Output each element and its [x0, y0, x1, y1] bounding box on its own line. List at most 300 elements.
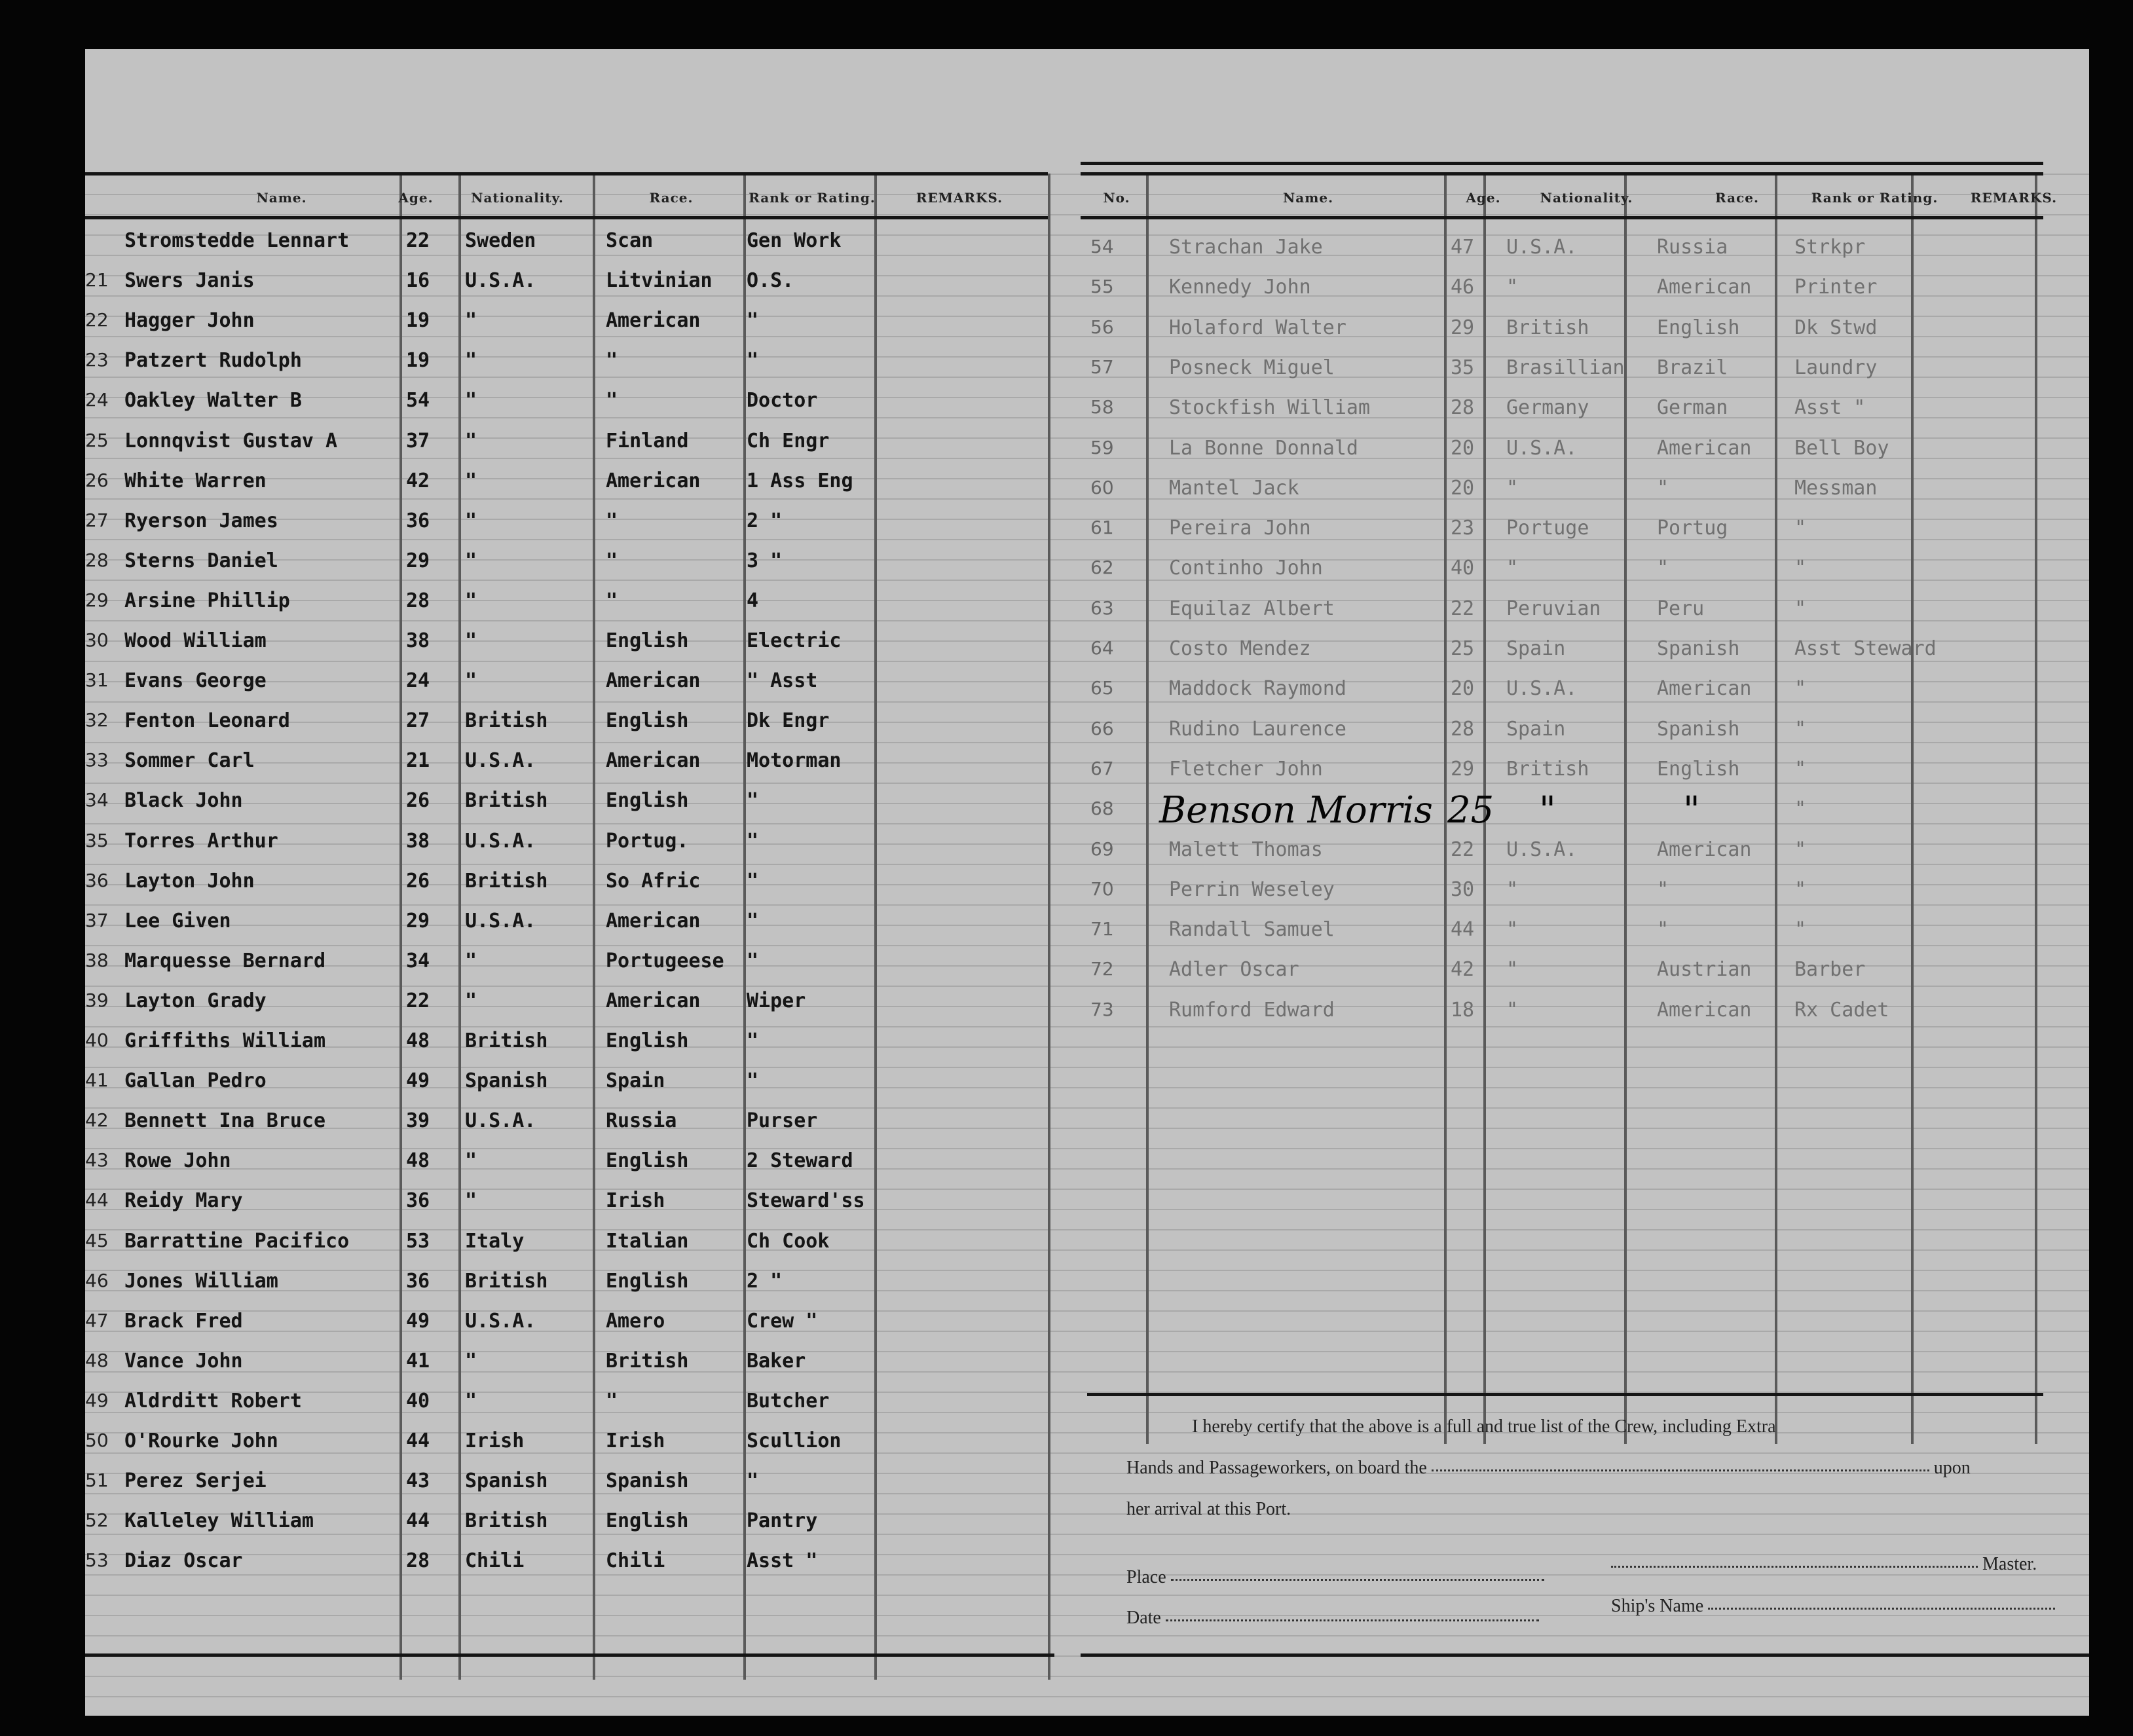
header-rank-left: Rank or Rating.: [749, 190, 876, 206]
crew-rank: O.S.: [747, 269, 794, 292]
crew-rank: 3 ": [747, 549, 783, 572]
crew-nationality: ": [1506, 276, 1519, 299]
crew-rank: Wiper: [747, 989, 806, 1012]
crew-race: English: [1657, 316, 1740, 339]
crew-rank: ": [747, 910, 759, 933]
crew-age: 40: [1451, 557, 1475, 580]
crew-nationality: U.S.A.: [1506, 677, 1578, 700]
crew-nationality: ": [465, 1189, 477, 1212]
crew-name: Oakley Walter B: [124, 389, 302, 412]
ruled-line: [85, 316, 2089, 317]
crew-name: Jones William: [124, 1270, 278, 1293]
crew-age: 24: [406, 669, 430, 692]
row-number: 66: [1090, 718, 1114, 739]
crew-rank: Scullion: [747, 1430, 842, 1452]
crew-age: 25: [1451, 637, 1475, 660]
header-remarks-right: REMARKS.: [1970, 190, 2058, 206]
row-number: 24: [85, 389, 109, 411]
row-number: 37: [85, 910, 109, 931]
crew-age: 29: [406, 549, 430, 572]
crew-rank: Baker: [747, 1350, 806, 1373]
crew-nationality: ": [1506, 477, 1519, 500]
crew-race: Portugeese: [606, 950, 724, 972]
row-number: 71: [1090, 918, 1114, 940]
crew-rank: ": [1794, 597, 1807, 620]
header-age-right: Age.: [1466, 190, 1501, 206]
crew-race: Austrian: [1657, 958, 1752, 981]
crew-nationality: Italy: [465, 1230, 525, 1253]
crew-age: 37: [406, 430, 430, 452]
ruled-line: [85, 1026, 2089, 1027]
crew-name: Lonnqvist Gustav A: [124, 430, 338, 452]
crew-nationality: U.S.A.: [1506, 437, 1578, 460]
crew-name: Brack Fred: [124, 1310, 243, 1333]
ruled-line: [85, 1635, 2089, 1636]
crew-age: 29: [406, 910, 430, 933]
crew-nationality: ": [1506, 918, 1519, 941]
crew-name: Mantel Jack: [1169, 477, 1299, 500]
crew-age: 44: [406, 1430, 430, 1452]
ruled-line: [85, 1128, 2089, 1129]
ruled-line: [85, 1331, 2089, 1332]
crew-name: Stockfish William: [1169, 396, 1371, 419]
row-number: 34: [85, 789, 109, 811]
row-number: 61: [1090, 517, 1114, 538]
crew-nationality: British: [1506, 758, 1589, 781]
ruled-line: [85, 1067, 2089, 1068]
crew-nationality: British: [1506, 316, 1589, 339]
ruled-line: [85, 742, 2089, 743]
crew-age: 36: [406, 1189, 430, 1212]
crew-name: Layton John: [124, 870, 255, 893]
crew-race: Spanish: [606, 1469, 689, 1492]
crew-nationality: U.S.A.: [465, 910, 536, 933]
header-no-right: No.: [1103, 190, 1130, 206]
crew-nationality: ": [1506, 878, 1519, 901]
crew-name: Rowe John: [124, 1149, 231, 1172]
crew-race: ": [606, 509, 618, 532]
crew-age: 49: [406, 1310, 430, 1333]
crew-nationality: U.S.A.: [1506, 236, 1578, 259]
bottom-rule: [1081, 1653, 2089, 1657]
crew-rank: ": [1794, 878, 1807, 901]
crew-nationality: ": [465, 509, 477, 532]
row-number: 47: [85, 1310, 109, 1331]
crew-rank: ": [747, 1469, 759, 1492]
crew-race: American: [606, 669, 701, 692]
ruled-line: [85, 397, 2089, 398]
crew-name: White Warren: [124, 470, 267, 492]
crew-age: 29: [1451, 758, 1475, 781]
crew-race: ": [606, 589, 618, 612]
ruled-line: [85, 539, 2089, 540]
ruled-line: [85, 661, 2089, 662]
crew-rank: Barber: [1794, 958, 1866, 981]
column-rule: [1048, 174, 1050, 1680]
crew-race: English: [606, 1149, 689, 1172]
crew-rank: Crew ": [747, 1310, 818, 1333]
header-rank-right: Rank or Rating.: [1811, 190, 1938, 206]
crew-nationality: ": [465, 669, 477, 692]
ruled-line: [85, 1452, 2089, 1454]
crew-nationality: Brasillian: [1506, 356, 1625, 379]
crew-race: ": [1657, 557, 1669, 580]
crew-rank: Butcher: [747, 1390, 830, 1413]
row-number: 41: [85, 1069, 109, 1091]
ruled-line: [85, 681, 2089, 682]
row-number: 44: [85, 1189, 109, 1211]
crew-nationality: U.S.A.: [465, 1310, 536, 1333]
ruled-line: [85, 884, 2089, 885]
crew-name: Stromstedde Lennart: [124, 229, 350, 252]
crew-rank: ": [1794, 517, 1807, 540]
crew-name: Randall Samuel: [1169, 918, 1335, 941]
row-number: 58: [1090, 396, 1114, 418]
crew-race: English: [606, 709, 689, 732]
ruled-line: [85, 1696, 2089, 1697]
row-number: 39: [85, 989, 109, 1011]
header-bottom-rule: [85, 216, 1048, 219]
crew-rank: Asst ": [747, 1549, 818, 1572]
certificate-line-3: her arrival at this Port.: [1126, 1499, 1291, 1519]
ruled-line: [85, 255, 2089, 256]
row-number: 40: [85, 1029, 109, 1051]
crew-nationality: ": [465, 1390, 477, 1413]
crew-rank: ": [747, 789, 759, 812]
header-rule: [1081, 172, 2043, 175]
crew-name: Reidy Mary: [124, 1189, 243, 1212]
ruled-line: [85, 377, 2089, 378]
ruled-line: [85, 417, 2089, 418]
crew-nationality: U.S.A.: [465, 269, 536, 292]
header-name-right: Name.: [1282, 190, 1334, 206]
crew-name: Sommer Carl: [124, 749, 255, 772]
crew-age: 40: [406, 1390, 430, 1413]
crew-nationality: ": [465, 589, 477, 612]
crew-name: Sterns Daniel: [124, 549, 278, 572]
crew-race: American: [606, 309, 701, 332]
crew-name: Layton Grady: [124, 989, 267, 1012]
crew-age: 29: [1451, 316, 1475, 339]
row-number: 25: [85, 430, 109, 451]
master-dotted-line: [1611, 1563, 1978, 1568]
crew-name: Pereira John: [1169, 517, 1311, 540]
crew-rank: Gen Work: [747, 229, 842, 252]
row-number: 48: [85, 1350, 109, 1371]
crew-age: 28: [1451, 718, 1475, 741]
crew-race: Spanish: [1657, 718, 1740, 741]
crew-nationality: ": [465, 1149, 477, 1172]
crew-age: 20: [1451, 437, 1475, 460]
row-number: 49: [85, 1390, 109, 1411]
crew-race: Litvinian: [606, 269, 713, 292]
crew-race: American: [606, 989, 701, 1012]
certificate-line-2: [1126, 1458, 1971, 1479]
ruled-line: [85, 1371, 2089, 1373]
row-number: 57: [1090, 356, 1114, 378]
crew-age: 23: [1451, 517, 1475, 540]
crew-race: English: [606, 629, 689, 652]
column-rule: [874, 174, 877, 1680]
ship-name-field: [1611, 1596, 2055, 1617]
crew-race: American: [606, 749, 701, 772]
crew-nationality: Germany: [1506, 396, 1589, 419]
crew-name: Bennett Ina Bruce: [124, 1109, 326, 1132]
ruled-line: [85, 234, 2089, 236]
crew-nationality: U.S.A.: [465, 1109, 536, 1132]
crew-rank: ": [747, 950, 759, 972]
row-number: 46: [85, 1270, 109, 1291]
row-number: 29: [85, 589, 109, 611]
crew-nationality: ": [1506, 557, 1519, 580]
row-number: 69: [1090, 838, 1114, 860]
crew-age: 22: [1451, 597, 1475, 620]
column-rule: [399, 174, 402, 1680]
crew-age: 28: [1451, 396, 1475, 419]
row-number: 43: [85, 1149, 109, 1171]
crew-age: 46: [1451, 276, 1475, 299]
crew-rank: Asst Steward: [1794, 637, 1937, 660]
date-label: Date: [1126, 1608, 1161, 1628]
crew-race: English: [606, 1509, 689, 1532]
crew-rank: Ch Engr: [747, 430, 830, 452]
ruled-line: [85, 275, 2089, 276]
crew-name: Wood William: [124, 629, 267, 652]
row-number: 32: [85, 709, 109, 731]
crew-rank: ": [1794, 677, 1807, 700]
column-rule: [1911, 174, 1914, 1444]
ruled-line: [85, 620, 2089, 621]
crew-race: Portug: [1657, 517, 1728, 540]
certificate-rule: [1087, 1393, 2043, 1396]
ruled-line: [85, 1046, 2089, 1048]
crew-name: Rudino Laurence: [1169, 718, 1346, 741]
crew-nationality: Sweden: [465, 229, 536, 252]
crew-rank: " Asst: [747, 669, 818, 692]
header-name-left: Name.: [256, 190, 307, 206]
ruled-line: [85, 580, 2089, 581]
crew-race: Spain: [606, 1069, 665, 1092]
crew-rank: ": [1794, 798, 1807, 821]
crew-rank: Dk Stwd: [1794, 316, 1878, 339]
crew-rank: 2 ": [747, 509, 783, 532]
ruled-line: [85, 843, 2089, 845]
crew-nationality: British: [465, 1029, 548, 1052]
ruled-line: [85, 1249, 2089, 1251]
crew-name: Griffiths William: [124, 1029, 326, 1052]
crew-nationality: Chili: [465, 1549, 525, 1572]
certificate-line-2b: upon: [1933, 1458, 1971, 1478]
certificate-line-2a: Hands and Passageworkers, on board the: [1126, 1458, 1427, 1478]
crew-rank: Messman: [1794, 477, 1878, 500]
handwritten-name: Benson Morris: [1159, 789, 1433, 832]
ruled-line: [85, 559, 2089, 561]
ruled-line: [85, 925, 2089, 926]
crew-name: Hagger John: [124, 309, 255, 332]
crew-age: 48: [406, 1029, 430, 1052]
crew-rank: ": [747, 309, 759, 332]
date-dotted-line: [1166, 1617, 1539, 1621]
ruled-line: [85, 823, 2089, 824]
row-number: 55: [1090, 276, 1114, 297]
ruled-line: [85, 1432, 2089, 1433]
crew-race: Amero: [606, 1310, 665, 1333]
crew-nationality: ": [465, 430, 477, 452]
column-rule: [1444, 174, 1447, 1444]
crew-race: ": [606, 549, 618, 572]
crew-name: Swers Janis: [124, 269, 255, 292]
header-rule: [85, 172, 1048, 175]
handwritten-race: ": [1683, 789, 1700, 832]
ruled-line: [85, 519, 2089, 520]
crew-race: Irish: [606, 1430, 665, 1452]
crew-age: 28: [406, 589, 430, 612]
ship-dotted-line: [1432, 1467, 1929, 1471]
crew-race: German: [1657, 396, 1728, 419]
crew-age: 20: [1451, 677, 1475, 700]
crew-age: 34: [406, 950, 430, 972]
ruled-line: [85, 783, 2089, 784]
crew-race: American: [1657, 276, 1752, 299]
ruled-line: [85, 1270, 2089, 1271]
row-number: 63: [1090, 597, 1114, 619]
crew-age: 49: [406, 1069, 430, 1092]
crew-name: Diaz Oscar: [124, 1549, 243, 1572]
row-number: 31: [85, 669, 109, 691]
crew-age: 19: [406, 309, 430, 332]
row-number: 54: [1090, 236, 1114, 257]
crew-rank: ": [747, 1029, 759, 1052]
ruled-line: [85, 1676, 2089, 1677]
header-nationality-left: Nationality.: [471, 190, 564, 206]
crew-name: Barrattine Pacifico: [124, 1230, 350, 1253]
crew-race: Peru: [1657, 597, 1705, 620]
ruled-line: [85, 1534, 2089, 1535]
crew-nationality: ": [1506, 999, 1519, 1022]
crew-race: Chili: [606, 1549, 665, 1572]
crew-name: Fletcher John: [1169, 758, 1323, 781]
header-race-right: Race.: [1715, 190, 1759, 206]
crew-nationality: British: [465, 1509, 548, 1532]
row-number: 70: [1090, 878, 1114, 900]
crew-nationality: Irish: [465, 1430, 525, 1452]
row-number: 68: [1090, 798, 1114, 819]
ruled-line: [85, 1310, 2089, 1312]
crew-race: American: [1657, 999, 1752, 1022]
crew-name: Malett Thomas: [1169, 838, 1323, 861]
crew-race: Scan: [606, 229, 654, 252]
crew-age: 42: [406, 470, 430, 492]
crew-age: 41: [406, 1350, 430, 1373]
ruled-line: [85, 498, 2089, 500]
crew-race: British: [606, 1350, 689, 1373]
crew-age: 47: [1451, 236, 1475, 259]
crew-nationality: ": [465, 629, 477, 652]
ruled-line: [85, 803, 2089, 804]
crew-age: 26: [406, 870, 430, 893]
crew-age: 38: [406, 629, 430, 652]
crew-race: American: [606, 470, 701, 492]
crew-age: 22: [406, 229, 430, 252]
column-rule: [1775, 174, 1777, 1444]
ruled-line: [85, 356, 2089, 358]
crew-name: Torres Arthur: [124, 830, 278, 853]
crew-age: 26: [406, 789, 430, 812]
row-number: 33: [85, 749, 109, 771]
column-rule: [458, 174, 461, 1680]
ship-name-label: Ship's Name: [1611, 1596, 1704, 1616]
crew-age: 28: [406, 1549, 430, 1572]
crew-race: ": [1657, 878, 1669, 901]
master-field: [1611, 1554, 2037, 1575]
crew-race: Russia: [1657, 236, 1728, 259]
place-dotted-line: [1171, 1576, 1544, 1581]
crew-race: Finland: [606, 430, 689, 452]
crew-race: Spanish: [1657, 637, 1740, 660]
crew-rank: 4: [747, 589, 759, 612]
crew-name: Marquesse Bernard: [124, 950, 326, 972]
crew-rank: 1 Ass Eng: [747, 470, 853, 492]
crew-age: 48: [406, 1149, 430, 1172]
crew-rank: Purser: [747, 1109, 818, 1132]
crew-race: American: [1657, 437, 1752, 460]
crew-race: American: [606, 910, 701, 933]
ruled-line: [85, 1148, 2089, 1149]
ruled-line: [85, 1229, 2089, 1230]
column-rule: [1146, 174, 1149, 1444]
crew-rank: Electric: [747, 629, 842, 652]
crew-nationality: ": [1506, 958, 1519, 981]
crew-rank: ": [747, 830, 759, 853]
header-race-left: Race.: [649, 190, 694, 206]
handwritten-age: 25: [1447, 789, 1494, 832]
crew-nationality: Portuge: [1506, 517, 1589, 540]
column-rule: [2035, 174, 2037, 1444]
crew-race: English: [1657, 758, 1740, 781]
ruled-line: [85, 1290, 2089, 1291]
ruled-line: [85, 1493, 2089, 1494]
crew-rank: ": [1794, 918, 1807, 941]
crew-race: American: [1657, 838, 1752, 861]
crew-nationality: Spain: [1506, 718, 1566, 741]
row-number: 27: [85, 509, 109, 531]
row-number: 64: [1090, 637, 1114, 659]
crew-rank: Motorman: [747, 749, 842, 772]
crew-name: Kalleley William: [124, 1509, 314, 1532]
column-rule: [593, 174, 595, 1680]
crew-age: 53: [406, 1230, 430, 1253]
crew-name: Rumford Edward: [1169, 999, 1335, 1022]
ruled-line: [85, 864, 2089, 865]
ruled-line: [85, 701, 2089, 703]
crew-rank: Printer: [1794, 276, 1878, 299]
handwritten-nationality: ": [1539, 789, 1556, 832]
header-rule: [1081, 162, 2043, 165]
crew-name: Aldrditt Robert: [124, 1390, 302, 1413]
row-number: 28: [85, 549, 109, 571]
crew-age: 44: [406, 1509, 430, 1532]
ruled-line: [85, 1006, 2089, 1007]
crew-nationality: ": [465, 549, 477, 572]
crew-age: 38: [406, 830, 430, 853]
master-label: Master.: [1982, 1554, 2037, 1574]
row-number: 67: [1090, 758, 1114, 779]
crew-age: 54: [406, 389, 430, 412]
crew-nationality: U.S.A.: [465, 830, 536, 853]
crew-nationality: Spain: [1506, 637, 1566, 660]
ruled-line: [85, 1412, 2089, 1413]
row-number: 45: [85, 1230, 109, 1251]
